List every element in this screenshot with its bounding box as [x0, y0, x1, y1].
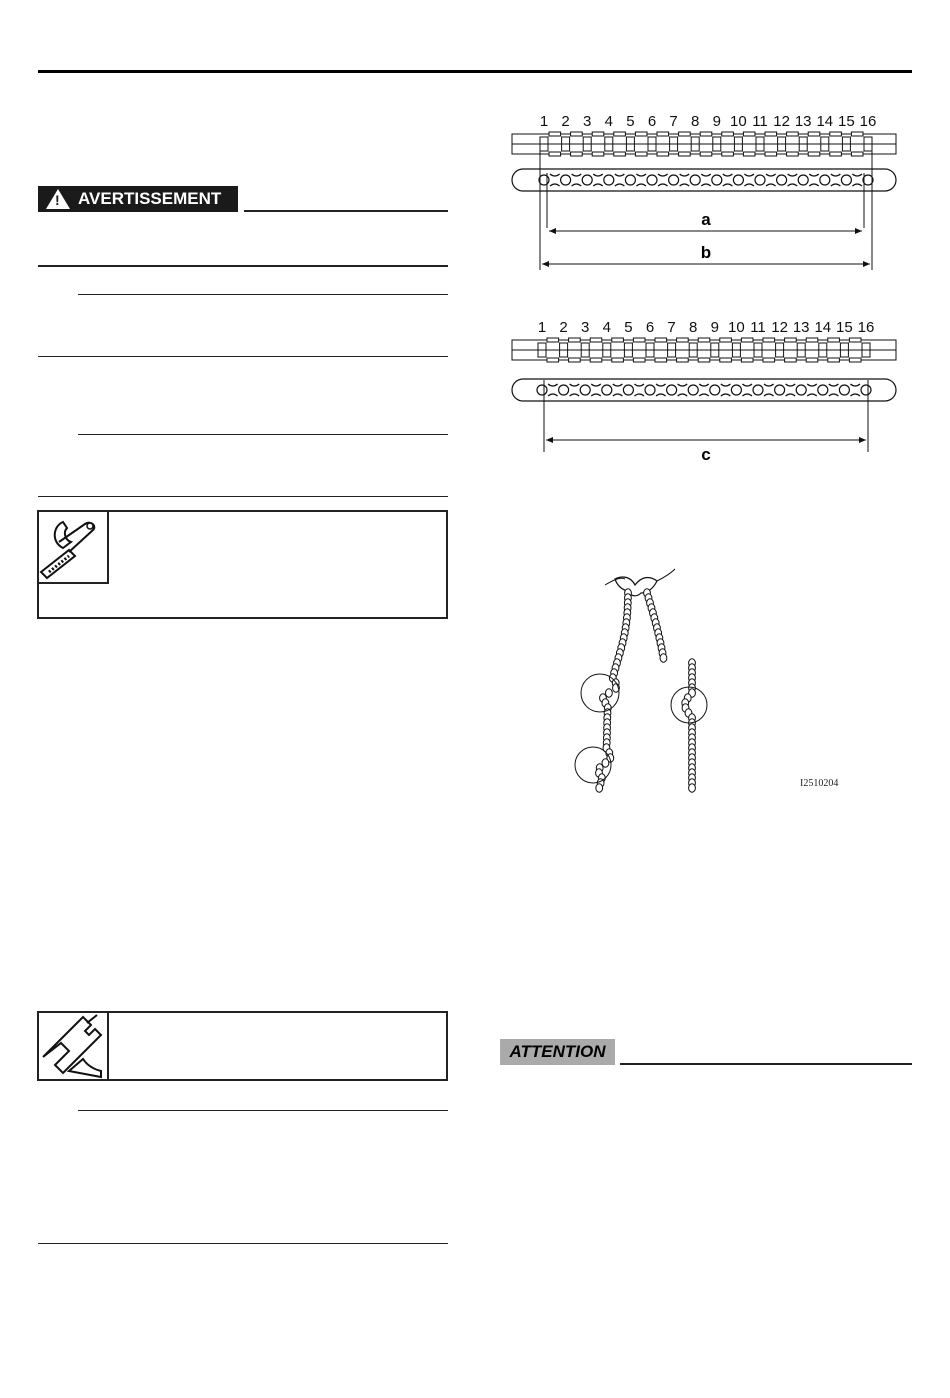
kink-circle: [581, 674, 619, 712]
chain-plate: [569, 338, 581, 342]
chain-plate: [549, 152, 561, 156]
chain-plate: [614, 132, 626, 136]
chain-plate: [633, 338, 645, 342]
chain-link-waist: [548, 384, 558, 396]
section-rule: [38, 265, 448, 267]
chain-pin: [753, 385, 763, 395]
link-number: 6: [645, 319, 655, 336]
link-number: 7: [669, 113, 678, 130]
chain-plate: [828, 338, 840, 342]
chain-pin: [645, 385, 655, 395]
link-number: 1: [539, 113, 549, 130]
chain-link-waist: [809, 174, 819, 186]
chain-side-view: [512, 132, 896, 156]
chain-pin: [623, 385, 633, 395]
chain-plate: [590, 358, 602, 362]
chain-pin: [688, 385, 698, 395]
chain-plate: [677, 358, 689, 362]
link-number: 6: [647, 113, 657, 130]
link-number: 9: [712, 113, 721, 130]
chain-plate: [830, 152, 842, 156]
chain-pin: [841, 175, 851, 185]
chain-pin: [839, 385, 849, 395]
chain-plate: [700, 132, 712, 136]
chain-plate: [722, 132, 734, 136]
link-number: 7: [667, 319, 676, 336]
section-rule: [78, 294, 448, 295]
chain-plan-outline: [512, 169, 896, 191]
link-number: 2: [561, 113, 570, 130]
chain-plate: [763, 358, 775, 362]
chain-link-waist: [744, 174, 754, 186]
chain-link-waist: [701, 174, 711, 186]
chain-plate: [828, 358, 840, 362]
chain-link-waist: [570, 384, 580, 396]
link-number: 12: [773, 113, 790, 130]
chain-link-waist: [593, 174, 603, 186]
chain-plate: [785, 338, 797, 342]
link-number: 2: [559, 319, 568, 336]
link-number: 10: [730, 113, 747, 130]
chain-side-view: [512, 338, 896, 362]
chain-pin: [712, 175, 722, 185]
chain-pin: [625, 175, 635, 185]
chain-tool-icon: [39, 512, 109, 584]
chain-link-waist: [742, 384, 752, 396]
chain-plate: [741, 338, 753, 342]
chain-plate: [765, 152, 777, 156]
chain-plate: [698, 358, 710, 362]
chain-pin: [667, 385, 677, 395]
chain-plate: [722, 152, 734, 156]
chain-length-figure-c: [500, 310, 910, 470]
chain-plan-view: [512, 379, 896, 401]
chain-pin: [537, 385, 547, 395]
chain-link-waist: [656, 384, 666, 396]
chain-link-waist: [764, 384, 774, 396]
chain-pin: [820, 175, 830, 185]
warning-triangle-icon: [46, 189, 70, 209]
chain-plate: [849, 338, 861, 342]
link-number: 3: [581, 319, 590, 336]
chain-link-waist: [550, 174, 560, 186]
link-number: 5: [626, 113, 635, 130]
chain-pin: [559, 385, 569, 395]
chain-pin: [777, 175, 787, 185]
chain-plate: [808, 132, 820, 136]
chain-plate: [633, 358, 645, 362]
chain-plate: [590, 338, 602, 342]
chain-pin: [755, 175, 765, 185]
chain-plate: [612, 338, 624, 342]
section-rule: [38, 496, 448, 497]
chain-strand-left: [596, 589, 632, 792]
chain-length-figure-a-b: [500, 108, 910, 278]
link-number: 11: [750, 319, 766, 336]
link-number: 1: [537, 319, 547, 336]
chain-pin: [561, 175, 571, 185]
chain-pin: [818, 385, 828, 395]
specification-box: [37, 1011, 448, 1081]
dim-label-b: b: [700, 243, 712, 262]
chain-link-waist: [615, 174, 625, 186]
link-number: 15: [838, 113, 855, 130]
warning-label-text: AVERTISSEMENT: [78, 189, 222, 208]
chain-plate: [763, 338, 775, 342]
chain-link: [660, 654, 667, 662]
chain-plate: [700, 152, 712, 156]
chain-pin: [690, 175, 700, 185]
dim-label-a: a: [701, 210, 711, 229]
link-number: 11: [752, 113, 768, 130]
link-number: 3: [583, 113, 592, 130]
chain-link-waist: [678, 384, 688, 396]
chain-link-waist: [591, 384, 601, 396]
link-number: 8: [689, 319, 698, 336]
section-rule: [78, 434, 448, 435]
link-number: 4: [602, 319, 611, 336]
figure-code: I2510204: [800, 778, 839, 789]
link-number: 16: [859, 113, 877, 130]
chain-plate: [612, 358, 624, 362]
chain-link-waist: [831, 174, 841, 186]
chain-plate: [741, 358, 753, 362]
link-number: 12: [771, 319, 788, 336]
chain-pin: [604, 175, 614, 185]
chain-plate: [808, 152, 820, 156]
link-number: 13: [792, 319, 810, 336]
chain-plate: [743, 152, 755, 156]
chain-link-waist: [721, 384, 731, 396]
chain-pin: [580, 385, 590, 395]
chain-pin: [798, 175, 808, 185]
chain-plate: [851, 132, 863, 136]
chain-link-waist: [852, 174, 862, 186]
chain-pin: [775, 385, 785, 395]
chain-link-waist: [699, 384, 709, 396]
chain-strand-right: [644, 589, 696, 792]
chain-pin: [647, 175, 657, 185]
chain-pin: [582, 175, 592, 185]
link-number: 9: [710, 319, 719, 336]
chain-link-waist: [829, 384, 839, 396]
dim-label-c: c: [701, 445, 711, 464]
chain-plate: [547, 338, 559, 342]
chain-plate: [787, 152, 799, 156]
link-number: 13: [794, 113, 812, 130]
link-number: 15: [836, 319, 853, 336]
chain-plate: [655, 338, 667, 342]
chain-pin: [733, 175, 743, 185]
chain-plate: [657, 152, 669, 156]
attention-underline: [620, 1063, 912, 1065]
link-number: 5: [624, 319, 633, 336]
link-number: 14: [816, 113, 834, 130]
chain-plate: [851, 152, 863, 156]
chain-plate: [806, 358, 818, 362]
special-tool-box: [37, 510, 448, 619]
caliper-icon: [39, 1013, 109, 1081]
link-number: 14: [814, 319, 832, 336]
link-number: 16: [857, 319, 875, 336]
chain-plate: [698, 338, 710, 342]
hanging-chain-figure: [565, 565, 725, 795]
chain-plate: [635, 152, 647, 156]
chain-pin: [669, 175, 679, 185]
chain-link-waist: [807, 384, 817, 396]
chain-plate: [787, 132, 799, 136]
warning-label: [38, 186, 238, 212]
warning-underline: [244, 210, 448, 212]
chain-plate: [549, 132, 561, 136]
chain-plan-view: [512, 169, 896, 191]
chain-plate: [720, 358, 732, 362]
chain-plate: [765, 132, 777, 136]
chain-plate: [571, 152, 583, 156]
chain-link-waist: [634, 384, 644, 396]
chain-plate: [569, 358, 581, 362]
chain-pin: [861, 385, 871, 395]
link-number: 10: [728, 319, 745, 336]
chain-plate: [679, 132, 691, 136]
chain-plate: [655, 358, 667, 362]
chain-link-waist: [788, 174, 798, 186]
header-rule: [38, 70, 912, 73]
chain-plate: [806, 338, 818, 342]
chain-plate: [571, 132, 583, 136]
chain-plate: [849, 358, 861, 362]
chain-plate: [785, 358, 797, 362]
link-number-row: [540, 113, 877, 130]
chain-plate: [720, 338, 732, 342]
chain-plate: [635, 132, 647, 136]
chain-link-waist: [850, 384, 860, 396]
link-number: 8: [691, 113, 700, 130]
chain-link: [689, 784, 696, 792]
chain-link-waist: [680, 174, 690, 186]
chain-plate: [592, 132, 604, 136]
chain-plan-outline: [512, 379, 896, 401]
attention-label: ATTENTION: [500, 1039, 615, 1065]
chain-pin: [602, 385, 612, 395]
chain-link-waist: [636, 174, 646, 186]
chain-plate: [677, 338, 689, 342]
chain-plate: [592, 152, 604, 156]
chain-link-waist: [766, 174, 776, 186]
chain-pin: [796, 385, 806, 395]
chain-link-waist: [658, 174, 668, 186]
chain-plate: [547, 358, 559, 362]
chain-link-waist: [786, 384, 796, 396]
section-rule: [38, 1243, 448, 1244]
chain-pin: [731, 385, 741, 395]
link-number: 4: [604, 113, 613, 130]
chain-plate: [679, 152, 691, 156]
chain-link-waist: [613, 384, 623, 396]
section-rule: [38, 356, 448, 357]
section-rule: [78, 1110, 448, 1111]
chain-plate: [830, 132, 842, 136]
chain-link-waist: [572, 174, 582, 186]
chain-plate: [743, 132, 755, 136]
chain-plate: [614, 152, 626, 156]
link-number-row: [538, 319, 875, 336]
chain-plate: [657, 132, 669, 136]
chain-link: [596, 784, 603, 792]
chain-pin: [710, 385, 720, 395]
chain-link-waist: [723, 174, 733, 186]
